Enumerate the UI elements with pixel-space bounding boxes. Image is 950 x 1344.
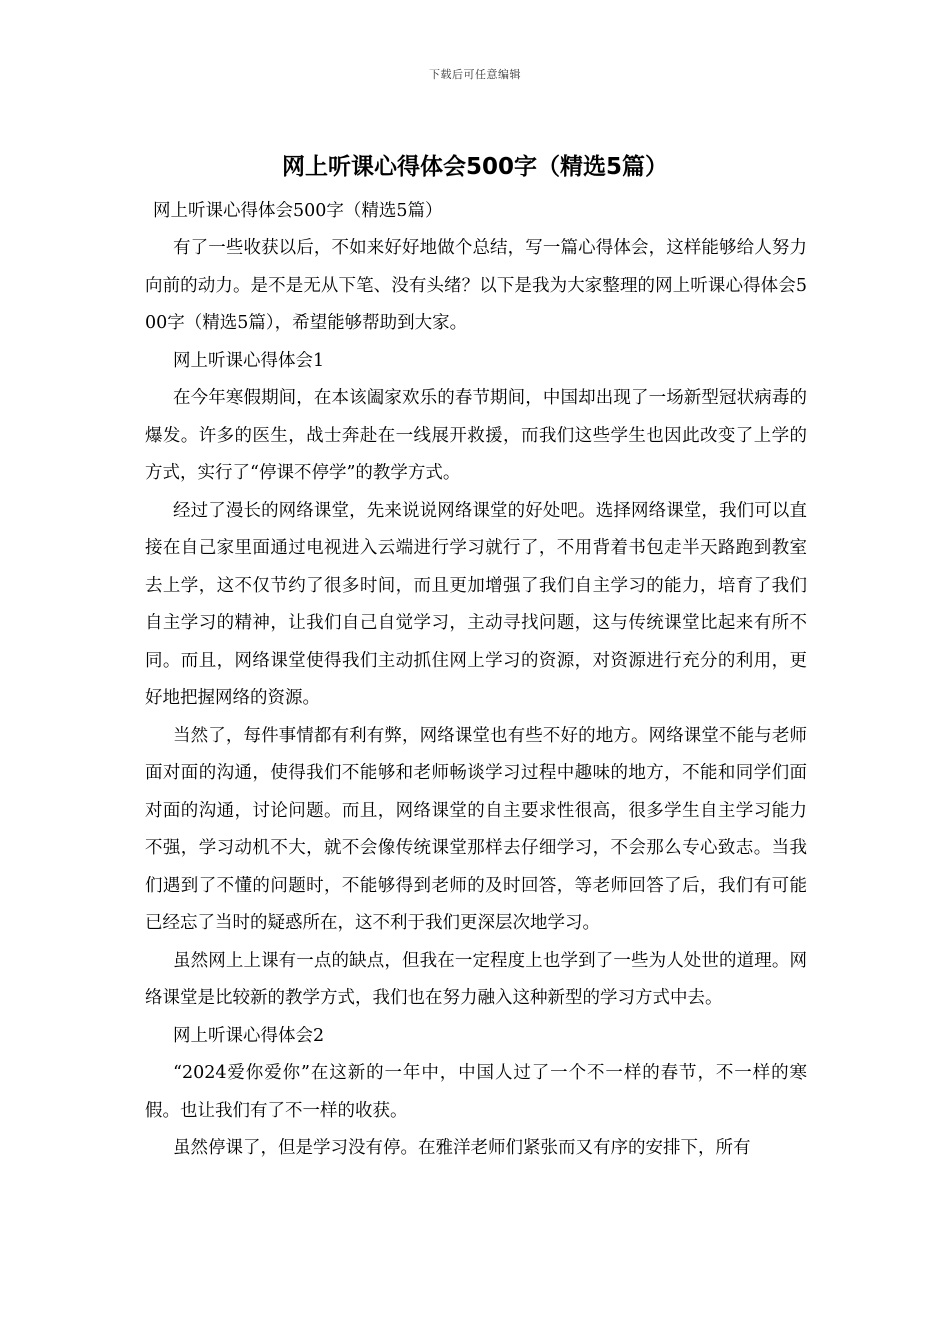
intro-paragraph: 有了一些收获以后，不如来好好地做个总结，写一篇心得体会，这样能够给人努力向前的动力。是不是无从下笔、没有头绪？以下是我为大家整理的网上听课心得体会500字（精选5篇），希望能够帮助到大家。 <box>145 238 807 333</box>
body-paragraph: 当然了，每件事情都有利有弊，网络课堂也有些不好的地方。网络课堂不能与老师面对面的沟通，使得我们不能够和老师畅谈学习过程中趣味的地方，不能和同学们面对面的沟通，讨论问题。而且，网络课堂的自主要求性很高，很多学生自主学习能力不强，学习动机不大，就不会像传统课堂那样去仔细学习，不会那么专心致志。当我们遇到了不懂的问题时，不能够得到老师的及时回答，等老师回答了后，我们有可能已经忘了当时的疑惑所在，这不利于我们更深层次地学习。 <box>145 725 807 933</box>
body-paragraph: 虽然停课了，但是学习没有停。在雅洋老师们紧张而又有序的安排下，所有 <box>173 1138 751 1158</box>
document-body <box>145 196 807 1168</box>
section-heading-2: 网上听课心得体会2 <box>173 1025 325 1046</box>
document-title: 网上听课心得体会500字（精选5篇） <box>281 154 668 180</box>
header-note: 下载后可任意编辑 <box>429 68 521 81</box>
body-paragraph: 在今年寒假期间，在本该阖家欢乐的春节期间，中国却出现了一场新型冠状病毒的爆发。许多的医生，战士奔赴在一线展开救援，而我们这些学生也因此改变了上学的方式，实行了“停课不停学”的教学方式。 <box>145 388 807 483</box>
body-paragraph: 虽然网上上课有一点的缺点，但我在一定程度上也学到了一些为人处世的道理。网络课堂是比较新的教学方式，我们也在努力融入这种新型的学习方式中去。 <box>145 950 807 1008</box>
body-paragraph: “2024爱你爱你”在这新的一年中，中国人过了一个不一样的春节，不一样的寒假。也让我们有了不一样的收获。 <box>145 1063 807 1121</box>
body-paragraph: 经过了漫长的网络课堂，先来说说网络课堂的好处吧。选择网络课堂，我们可以直接在自己家里面通过电视进入云端进行学习就行了，不用背着书包走半天路跑到教室去上学，这不仅节约了很多时间，而且更加增强了我们自主学习的能力，培育了我们自主学习的精神，让我们自己自觉学习，主动寻找问题，这与传统课堂比起来有所不同。而且，网络课堂使得我们主动抓住网上学习的资源，对资源进行充分的利用，更好地把握网络的资源。 <box>145 500 807 708</box>
subtitle-paragraph: 网上听课心得体会500字（精选5篇） <box>153 201 443 221</box>
section-heading-1: 网上听课心得体会1 <box>173 350 325 371</box>
